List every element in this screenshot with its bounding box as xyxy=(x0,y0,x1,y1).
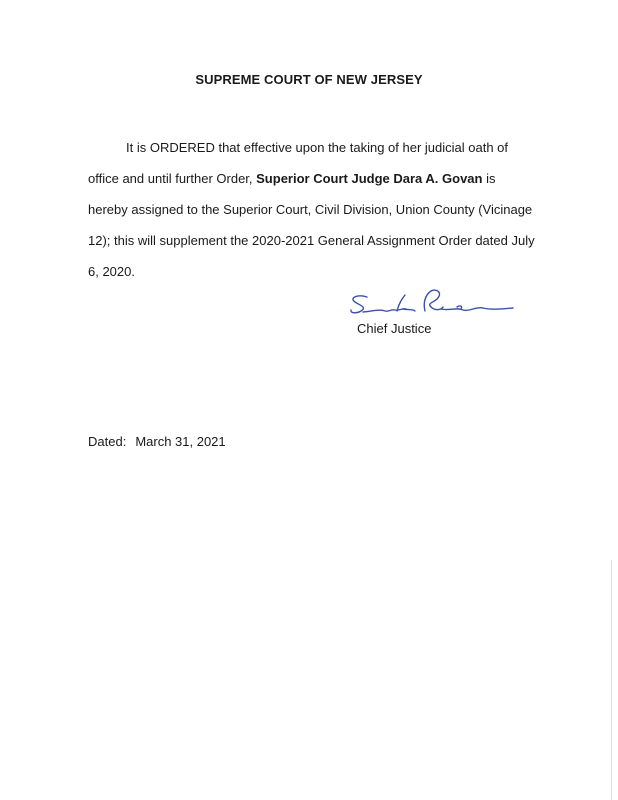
scan-edge-line xyxy=(611,560,612,800)
dated-line xyxy=(88,434,226,449)
handwritten-signature xyxy=(345,285,520,325)
signature-title: Chief Justice xyxy=(357,321,432,336)
order-text-part2: is hereby assigned to the Superior Court, Civil Division, Union County (Vicinage 12); this will supplement the 2020-2021 General Assignment Order dated July 6, 2020. xyxy=(88,171,535,279)
court-title: SUPREME COURT OF NEW JERSEY xyxy=(195,72,423,87)
dated-value: March 31, 2021 xyxy=(135,434,226,449)
dated-label: Dated: xyxy=(88,434,127,449)
judge-name: Superior Court Judge Dara A. Govan xyxy=(256,171,483,186)
order-paragraph xyxy=(88,132,538,287)
order-text-part1: It is ORDERED that effective upon the taking of her judicial oath of office and until further Order, xyxy=(88,140,509,186)
